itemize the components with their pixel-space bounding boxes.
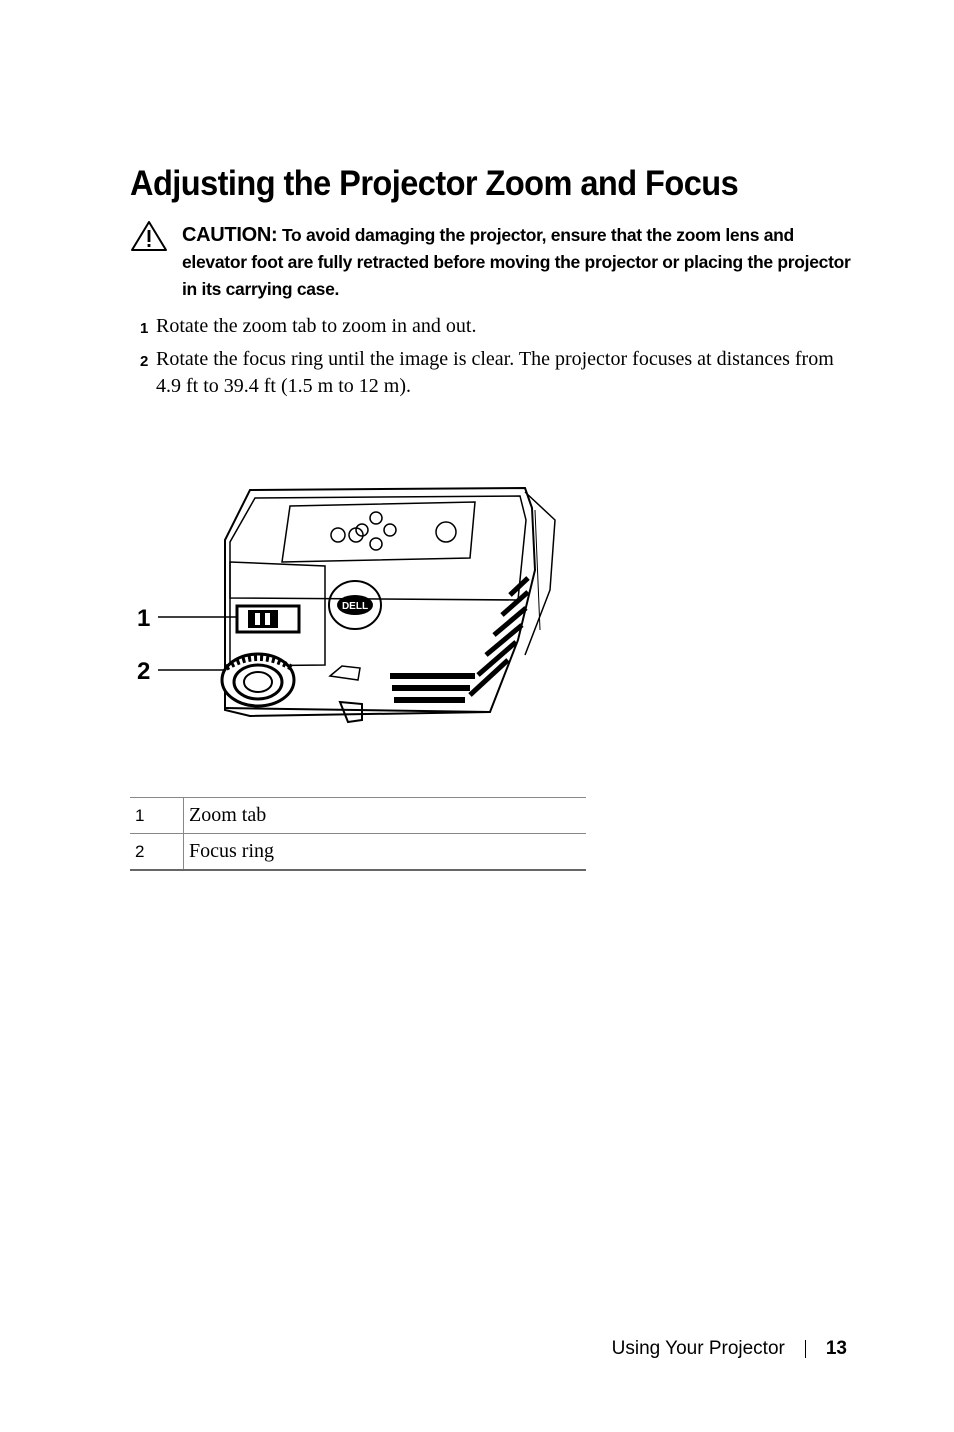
page-number: 13 <box>825 1338 847 1359</box>
step-text: Rotate the zoom tab to zoom in and out. <box>156 315 477 337</box>
page-title: Adjusting the Projector Zoom and Focus <box>130 164 739 203</box>
caution-icon <box>130 220 168 252</box>
legend-table <box>130 797 586 871</box>
table-row <box>130 834 586 871</box>
table-row <box>130 798 586 834</box>
footer-section: Using Your Projector <box>611 1338 785 1359</box>
callout-2: 2 <box>137 658 151 685</box>
caution-label: CAUTION: <box>182 224 278 246</box>
callout-1: 1 <box>137 605 151 632</box>
legend-label: Zoom tab <box>184 798 587 834</box>
step-number: 2 <box>140 353 149 370</box>
dell-logo: DELL <box>341 601 369 612</box>
page-footer <box>612 1338 847 1360</box>
legend-number: 2 <box>130 834 184 871</box>
caution-text: To avoid damaging the projector, ensure that the zoom lens and elevator foot are fully retracted before moving the projector or placing the projector in its carrying case. <box>182 225 851 299</box>
legend-label: Focus ring <box>184 834 587 871</box>
legend-number: 1 <box>130 798 184 834</box>
caution-notice <box>182 222 862 303</box>
step-number: 1 <box>140 320 149 337</box>
projector-illustration <box>130 480 570 730</box>
footer-divider <box>805 1340 806 1358</box>
step-text: Rotate the focus ring until the image is clear. The projector focuses at distances from 4.9 ft to 39.4 ft (1.5 m to 12 m). <box>156 348 834 397</box>
